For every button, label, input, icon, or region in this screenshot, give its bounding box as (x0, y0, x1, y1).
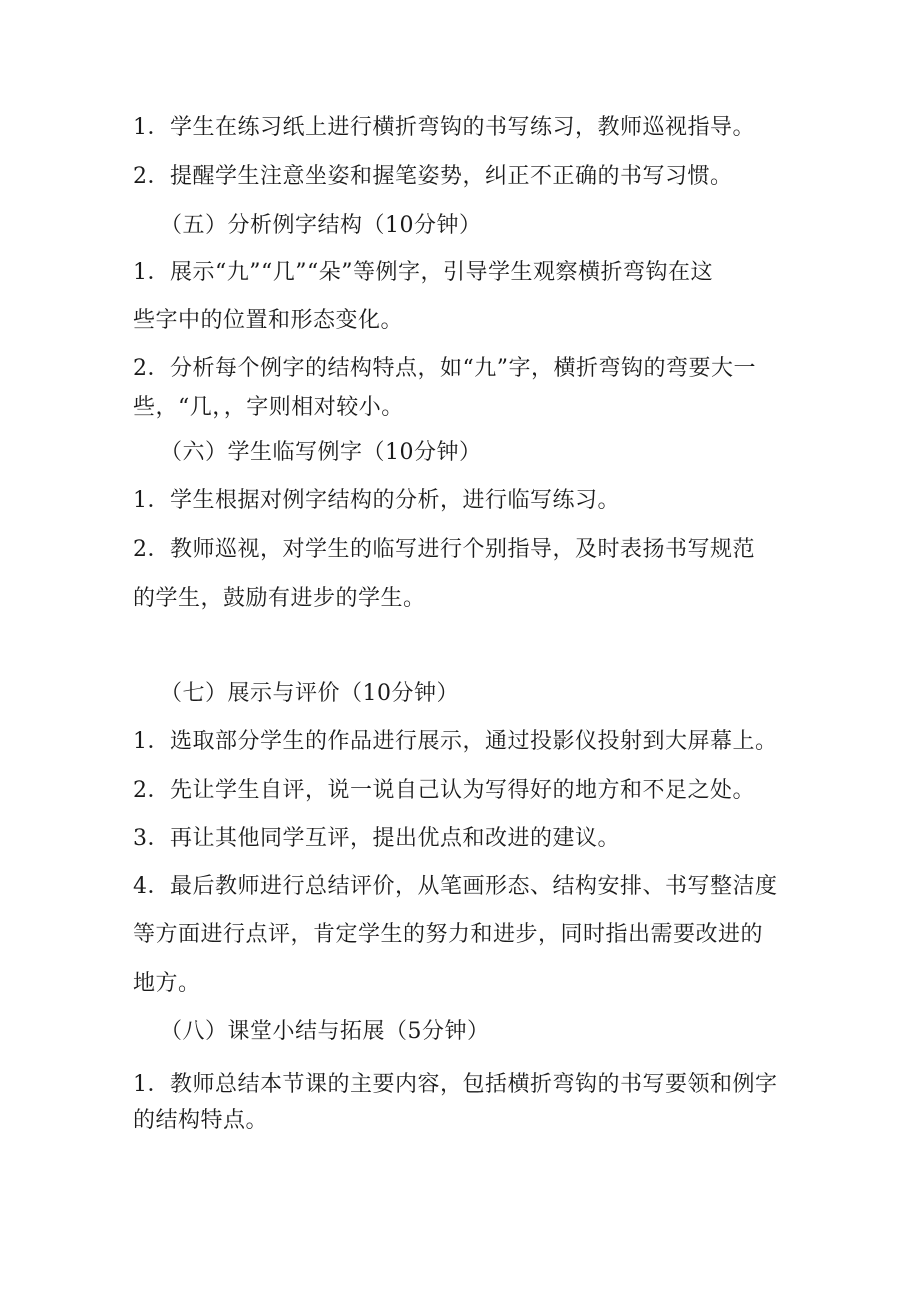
paragraph-line: 3．再让其他同学互评，提出优点和改进的建议。 (133, 826, 620, 851)
paragraph-line: 的结构特点。 (133, 1108, 269, 1133)
paragraph-line: 1．学生在练习纸上进行横折弯钩的书写练习，教师巡视指导。 (133, 115, 755, 140)
paragraph-line: 1．展示“九”“几”“朵”等例字，引导学生观察横折弯钩在这 (133, 260, 713, 285)
paragraph-line: 1．选取部分学生的作品进行展示，通过投影仪投射到大屏幕上。 (133, 729, 778, 754)
section-heading: （七）展示与评价（10分钟） (160, 681, 459, 706)
paragraph-line: 1．学生根据对例字结构的分析，进行临写练习。 (133, 488, 620, 513)
paragraph-line: 4．最后教师进行总结评价，从笔画形态、结构安排、书写整洁度 (133, 874, 778, 899)
paragraph-line: 2．教师巡视，对学生的临写进行个别指导，及时表扬书写规范 (133, 537, 755, 562)
paragraph-line: 等方面进行点评，肯定学生的努力和进步，同时指出需要改进的 (133, 922, 764, 947)
paragraph-line: 2．分析每个例字的结构特点，如“九”字，横折弯钩的弯要大一 (133, 356, 756, 381)
section-heading: （六）学生临写例字（10分钟） (160, 440, 482, 465)
paragraph-line: 1．教师总结本节课的主要内容，包括横折弯钩的书写要领和例字 (133, 1072, 778, 1097)
paragraph-line: 些字中的位置和形态变化。 (133, 308, 404, 333)
section-heading: （五）分析例字结构（10分钟） (160, 213, 482, 238)
section-heading: （八）课堂小结与拓展（5分钟） (160, 1019, 490, 1044)
paragraph-line: 2．先让学生自评，说一说自己认为写得好的地方和不足之处。 (133, 778, 755, 803)
paragraph-line: 地方。 (133, 971, 201, 996)
paragraph-line: 2．提醒学生注意坐姿和握笔姿势，纠正不正确的书写习惯。 (133, 164, 733, 189)
paragraph-line: 的学生，鼓励有进步的学生。 (133, 586, 426, 611)
paragraph-line: 些，“几，，字则相对较小。 (133, 395, 404, 420)
